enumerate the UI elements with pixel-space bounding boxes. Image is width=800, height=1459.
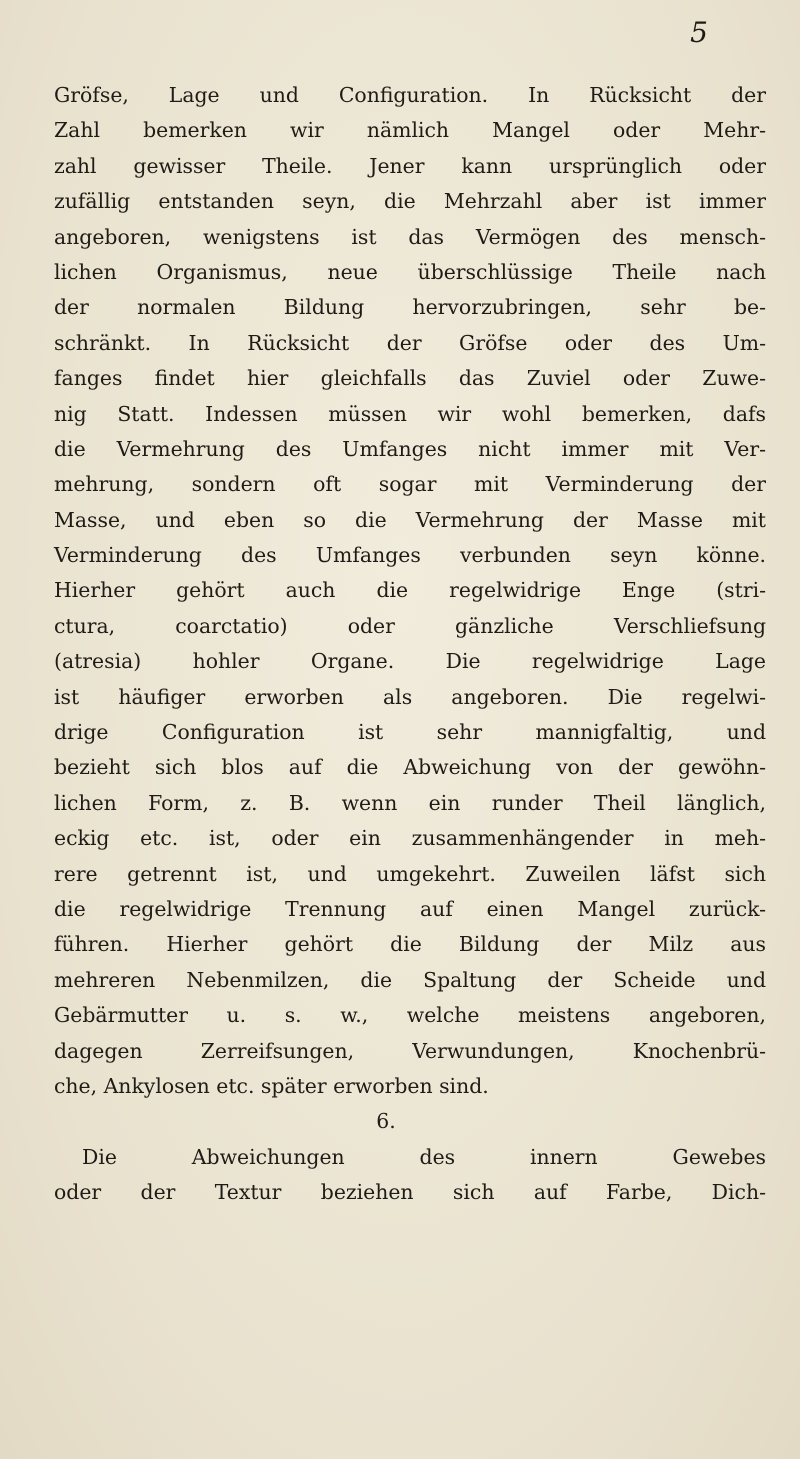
- text-line: che, Ankylosen etc. später erworben sind.: [54, 1073, 489, 1098]
- text-line: (atresia) hohler Organe. Die regelwidrige Lage: [54, 649, 766, 674]
- text-line: fanges findet hier gleichfalls das Zuviel oder Zuwe-: [54, 366, 766, 391]
- text-line: die regelwidrige Trennung auf einen Mangel zurück-: [54, 896, 766, 921]
- text-line: zahl gewisser Theile. Jener kann ursprünglich oder: [54, 153, 766, 178]
- page-number: 5: [690, 16, 708, 49]
- text-line: Zahl bemerken wir nämlich Mangel oder Mehr-: [54, 118, 766, 143]
- text-line: ctura, coarctatio) oder gänzliche Verschliefsung: [54, 613, 766, 638]
- text-line: nig Statt. Indessen müssen wir wohl bemerken, dafs: [54, 401, 766, 426]
- text-line: führen. Hierher gehört die Bildung der Milz aus: [54, 932, 766, 957]
- text-line: zufällig entstanden seyn, die Mehrzahl aber ist immer: [54, 189, 766, 214]
- text-line: schränkt. In Rücksicht der Gröfse oder des Um-: [54, 330, 766, 355]
- text-line: angeboren, wenigstens ist das Vermögen des mensch-: [54, 224, 766, 249]
- text-line: Gebärmutter u. s. w., welche meistens angeboren,: [54, 1003, 766, 1028]
- text-line: Verminderung des Umfanges verbunden seyn könne.: [54, 543, 766, 568]
- text-line: der normalen Bildung hervorzubringen, sehr be-: [54, 295, 766, 320]
- text-line: dagegen Zerreifsungen, Verwundungen, Knochenbrü-: [54, 1038, 766, 1063]
- section-number: 6.: [376, 1109, 396, 1134]
- text-line: Die Abweichungen des innern Gewebes: [82, 1144, 766, 1169]
- text-line: Gröfse, Lage und Configuration. In Rücksicht der: [54, 83, 766, 107]
- text-line: bezieht sich blos auf die Abweichung von der gewöhn-: [54, 755, 766, 780]
- text-line: mehrung, sondern oft sogar mit Verminderung der: [54, 472, 766, 497]
- text-line: lichen Organismus, neue überschlüssige Theile nach: [54, 259, 766, 284]
- body-text: [54, 78, 766, 1211]
- text-line: mehreren Nebenmilzen, die Spaltung der Scheide und: [54, 967, 766, 992]
- text-line: drige Configuration ist sehr mannigfaltig, und: [54, 720, 766, 745]
- text-line: Masse, und eben so die Vermehrung der Masse mit: [54, 507, 766, 532]
- text-line: oder der Textur beziehen sich auf Farbe, Dich-: [54, 1180, 766, 1205]
- text-line: lichen Form, z. B. wenn ein runder Theil länglich,: [54, 790, 766, 815]
- text-line: eckig etc. ist, oder ein zusammenhängender in meh-: [54, 826, 766, 851]
- text-line: die Vermehrung des Umfanges nicht immer mit Ver-: [54, 436, 766, 461]
- text-line: ist häufiger erworben als angeboren. Die regelwi-: [54, 684, 766, 709]
- text-line: rere getrennt ist, und umgekehrt. Zuweilen läfst sich: [54, 861, 766, 886]
- text-line: Hierher gehört auch die regelwidrige Enge (stri-: [54, 578, 766, 603]
